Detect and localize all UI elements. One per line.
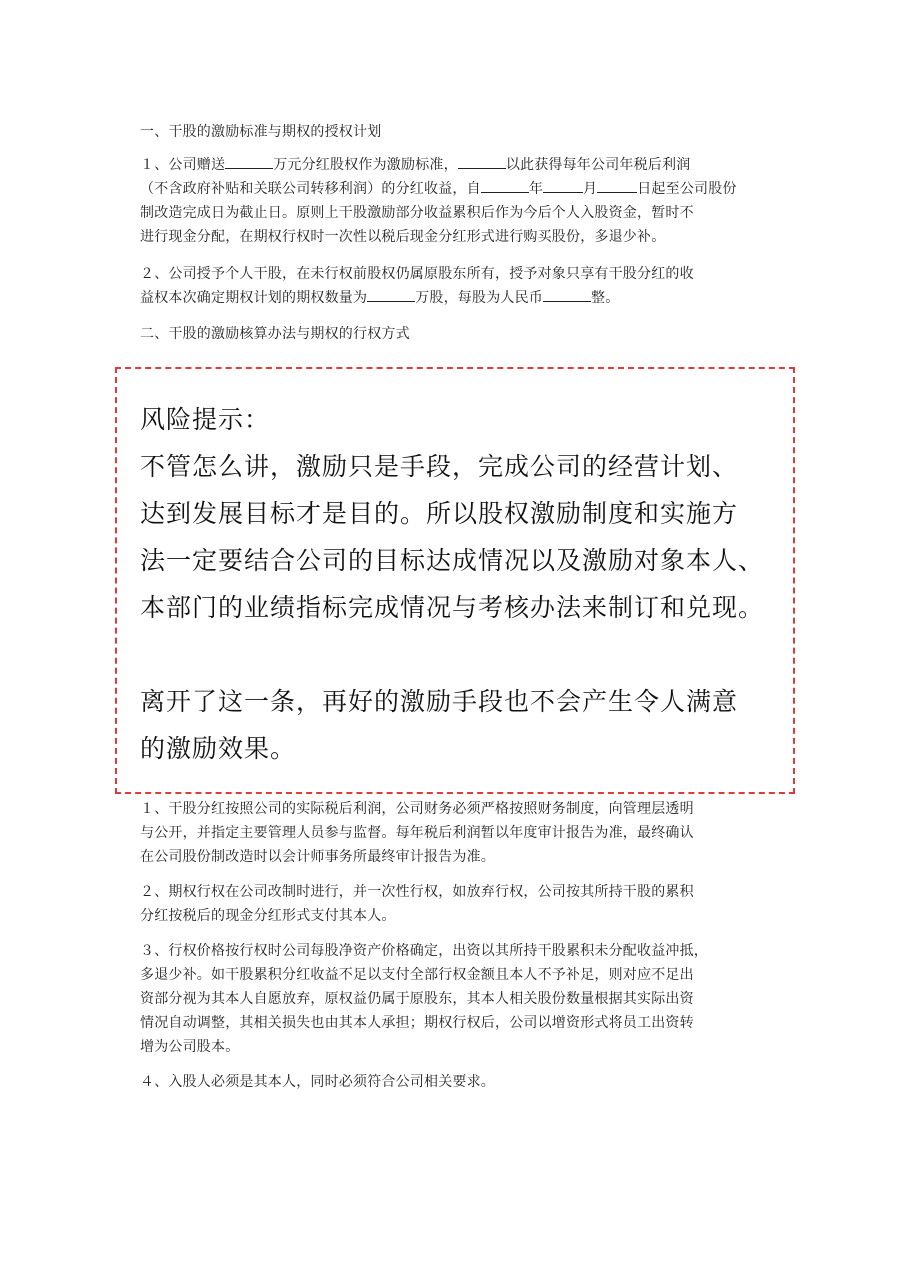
section1-paragraph-2 [140, 262, 772, 310]
risk-spacer [140, 631, 800, 678]
p1-line-3: 制改造完成日为截止日。原则上干股激励部分收益累积后作为今后个人入股资金，暂时不 [140, 205, 694, 221]
section2-item-2 [140, 880, 772, 928]
risk-title: 风险提示： [140, 405, 271, 434]
risk-line: 达到发展目标才是目的。所以股权激励制度和实施方 [140, 499, 739, 528]
section2-heading: 二、干股的激励核算办法与期权的行权方式 [140, 326, 410, 342]
item-line: 分红按税后的现金分红形式支付其本人。 [140, 908, 396, 924]
blank-day [597, 178, 637, 193]
item-line: 情况自动调整，其相关损失也由其本人承担；期权行权后，公司以增资形式将员工出资转 [140, 1015, 694, 1031]
section1-heading: 一、干股的激励标准与期权的授权计划 [140, 124, 382, 140]
p1-line-1: １、公司赠送 万元分红股权作为激励标准， 以此获得每年公司年税后利润 [140, 153, 772, 177]
blank-option-quantity [367, 287, 415, 302]
item-line: ４、入股人必须是其本人，同时必须符合公司相关要求。 [140, 1074, 495, 1090]
section2-item-1 [140, 797, 772, 869]
p1-line-4: 进行现金分配，在期权行权时一次性以税后现金分红形式进行购买股份，多退少补。 [140, 229, 666, 245]
section2-item-4 [140, 1070, 772, 1094]
p1-line-2: （不含政府补贴和关联公司转移利润）的分红收益，自 年 月 日起至公司股份 [140, 177, 772, 201]
blank-amount [225, 154, 273, 169]
section1-paragraph-1 [140, 153, 772, 249]
section2-item-3 [140, 939, 772, 1059]
risk-line: 离开了这一条，再好的激励手段也不会产生令人满意 [140, 687, 739, 716]
item-line: 与公开，并指定主要管理人员参与监督。每年税后利润暂以年度审计报告为准，最终确认 [140, 825, 694, 841]
risk-line: 本部门的业绩指标完成情况与考核办法来制订和兑现。 [140, 593, 765, 622]
risk-notice-text [140, 396, 800, 772]
blank-price [543, 287, 591, 302]
item-line: ２、期权行权在公司改制时进行，并一次性行权，如放弃行权，公司按其所持干股的累积 [140, 884, 694, 900]
risk-line: 的激励效果。 [140, 734, 297, 763]
blank-year [481, 178, 529, 193]
item-line: １、干股分红按照公司的实际税后利润，公司财务必须严格按照财务制度，向管理层透明 [140, 801, 694, 817]
risk-line: 法一定要结合公司的目标达成情况以及激励对象本人、 [140, 546, 765, 575]
p2-line-2: 益权本次确定期权计划的期权数量为 万股，每股为人民币 整。 [140, 286, 772, 310]
item-line: 在公司股份制改造时以会计师事务所最终审计报告为准。 [140, 849, 495, 865]
risk-line: 不管怎么讲，激励只是手段，完成公司的经营计划、 [140, 452, 739, 481]
blank-month [543, 178, 583, 193]
item-line: 增为公司股本。 [140, 1039, 240, 1055]
item-line: 资部分视为其本人自愿放弃，原权益仍属于原股东，其本人相关股份数量根据其实际出资 [140, 991, 694, 1007]
item-line: ３、行权价格按行权时公司每股净资产价格确定，出资以其所持干股累积未分配收益冲抵， [140, 943, 708, 959]
item-line: 多退少补。如干股累积分红收益不足以支付全部行权金额且本人不予补足，则对应不足出 [140, 967, 694, 983]
blank-name [458, 154, 506, 169]
p2-line-1: ２、公司授予个人干股，在未行权前股权仍属原股东所有，授予对象只享有干股分红的收 [140, 266, 694, 282]
